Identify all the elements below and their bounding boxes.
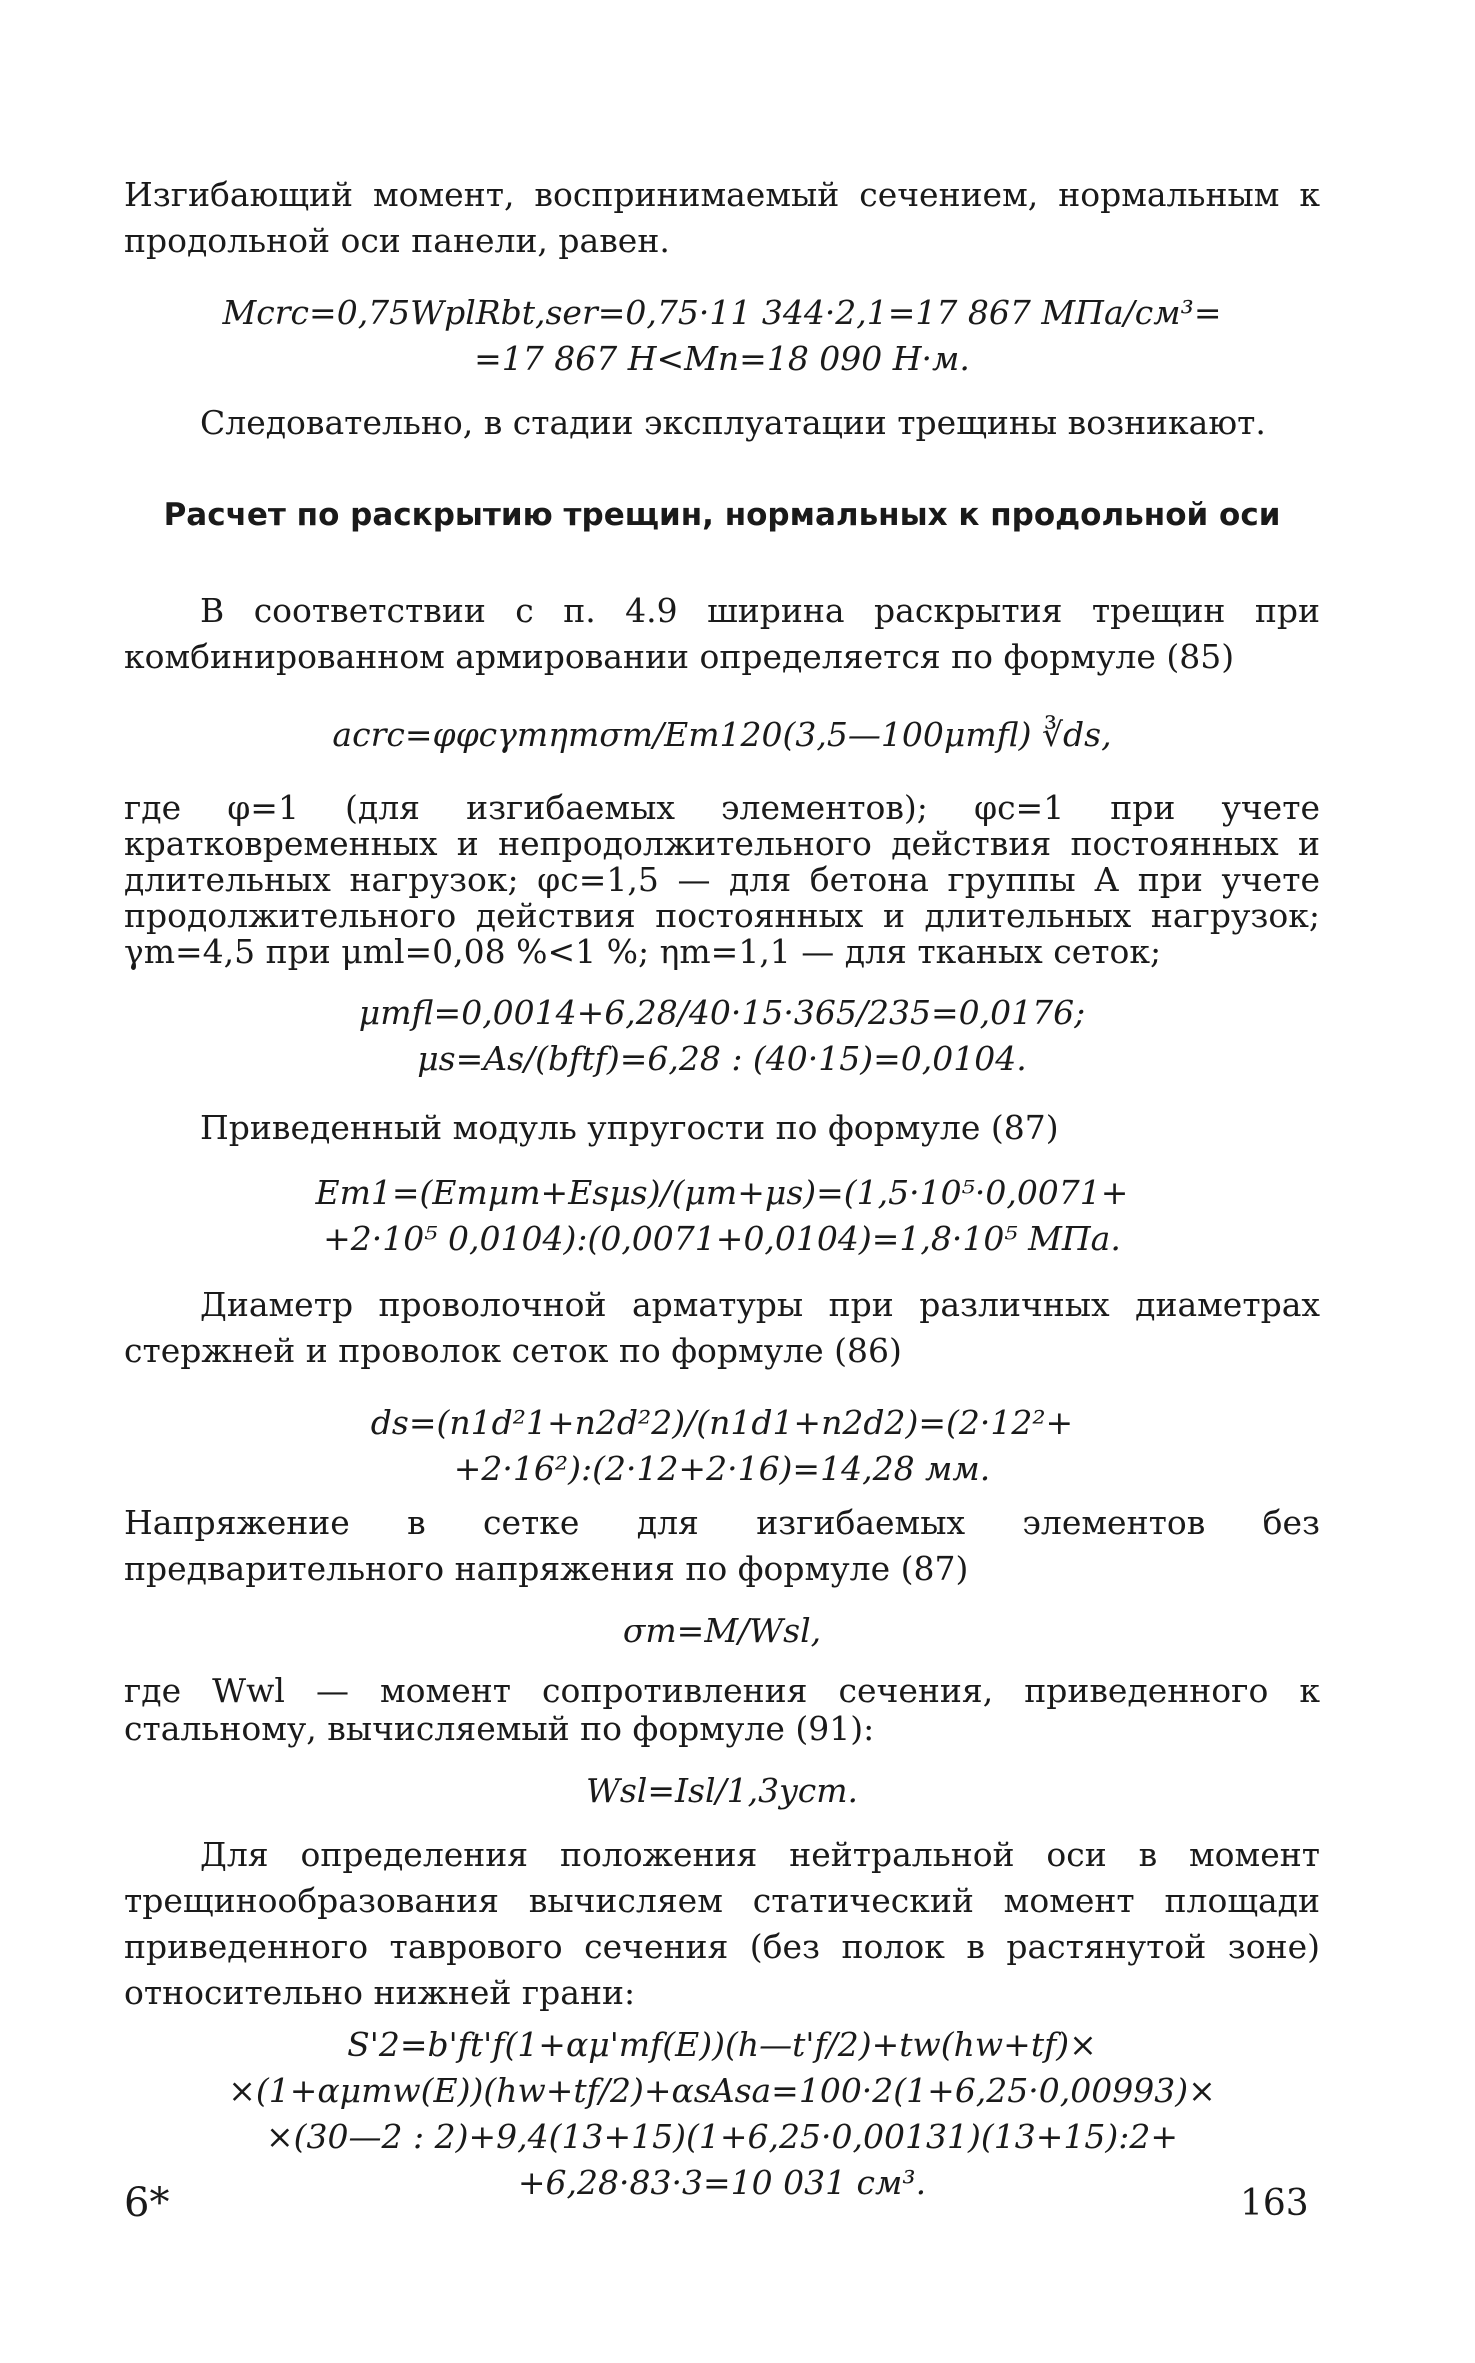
formula-mcrc xyxy=(124,290,1320,382)
formula-ds xyxy=(124,1400,1320,1492)
paragraph-bending-moment: Изгибающий момент, воспринимаемый сечением, нормальным к продольной оси панели, равен. xyxy=(124,175,1320,260)
formula-mcrc-line2: =17 867 Н<Mn=18 090 Н·м. xyxy=(474,339,970,378)
paragraph-crack-width: В соответствии с п. 4.9 ширина раскрытия трещин при комбинированном армировании определяется по формуле (85) xyxy=(124,591,1320,676)
formula-mu xyxy=(124,990,1320,1082)
formula-mu-line1: μmfl=0,0014+6,28/40·15·365/235=0,0176; xyxy=(358,993,1086,1032)
formula-em xyxy=(124,1170,1320,1262)
formula-static-moment xyxy=(124,2022,1320,2206)
formula-acrc: acrc=φφcγmηmσm/Em120(3,5—100μmfl) ∛ds, xyxy=(332,715,1112,754)
formula-em-line1: Em1=(Emμm+Esμs)/(μm+μs)=(1,5·10⁵·0,0071+ xyxy=(315,1173,1129,1212)
section-heading: Расчет по раскрытию трещин, нормальных к продольной оси xyxy=(163,497,1281,533)
formula-em-line2: +2·10⁵ 0,0104):(0,0071+0,0104)=1,8·10⁵ МПа. xyxy=(323,1219,1121,1258)
paragraph-modulus: Приведенный модуль упругости по формуле (87) xyxy=(200,1108,1059,1147)
formula-ds-line2: +2·16²):(2·12+2·16)=14,28 мм. xyxy=(453,1449,991,1488)
paragraph-diameter: Диаметр проволочной арматуры при различных диаметрах стержней и проволок сеток по формуле (86) xyxy=(124,1285,1320,1370)
formula-static-moment-line2: ×(1+αμmw(E))(hw+tf/2)+αsAsa=100·2(1+6,25·0,00993)× xyxy=(228,2071,1216,2110)
paragraph-neutral-axis: Для определения положения нейтральной оси в момент трещинообразования вычисляем статический момент площади приведенного таврового сечения (без полок в растянутой зоне) относительно нижней грани: xyxy=(124,1835,1320,2012)
formula-static-moment-line1: S'2=b'ft'f(1+αμ'mf(E))(h—t'f/2)+tw(hw+tf)× xyxy=(347,2025,1097,2064)
paragraph-stress: Напряжение в сетке для изгибаемых элементов без предварительного напряжения по формуле (87) xyxy=(124,1503,1320,1588)
formula-ds-line1: ds=(n1d²1+n2d²2)/(n1d1+n2d2)=(2·12²+ xyxy=(370,1403,1074,1442)
formula-sigma: σm=M/Wsl, xyxy=(622,1611,822,1650)
paragraph-section-modulus: где Wwl — момент сопротивления сечения, приведенного к стальному, вычисляемый по формуле (91): xyxy=(124,1671,1320,1748)
formula-wsl: Wsl=Isl/1,3ycm. xyxy=(585,1771,859,1810)
formula-mu-line2: μs=As/(bftf)=6,28 : (40·15)=0,0104. xyxy=(417,1039,1027,1078)
formula-static-moment-line4: +6,28·83·3=10 031 см³. xyxy=(517,2163,927,2202)
page-number: 163 xyxy=(1240,2183,1309,2224)
paragraph-conclusion: Следовательно, в стадии эксплуатации трещины возникают. xyxy=(200,403,1266,442)
formula-static-moment-line3: ×(30—2 : 2)+9,4(13+15)(1+6,25·0,00131)(13+15):2+ xyxy=(266,2117,1178,2156)
formula-mcrc-line1: Mcrc=0,75WplRbt,ser=0,75·11 344·2,1=17 867 МПа/см³= xyxy=(222,293,1222,332)
signature-mark: 6* xyxy=(124,2180,170,2226)
paragraph-coefficients: где φ=1 (для изгибаемых элементов); φc=1 при учете кратковременных и непродолжительного действия постоянных и длительных нагрузок; φc=1,5 — для бетона группы А при учете продолжительного действия постоянных и длительных нагрузок; γm=4,5 при μml=0,08 %<1 %; ηm=1,1 — для тканых сеток; xyxy=(124,788,1320,971)
